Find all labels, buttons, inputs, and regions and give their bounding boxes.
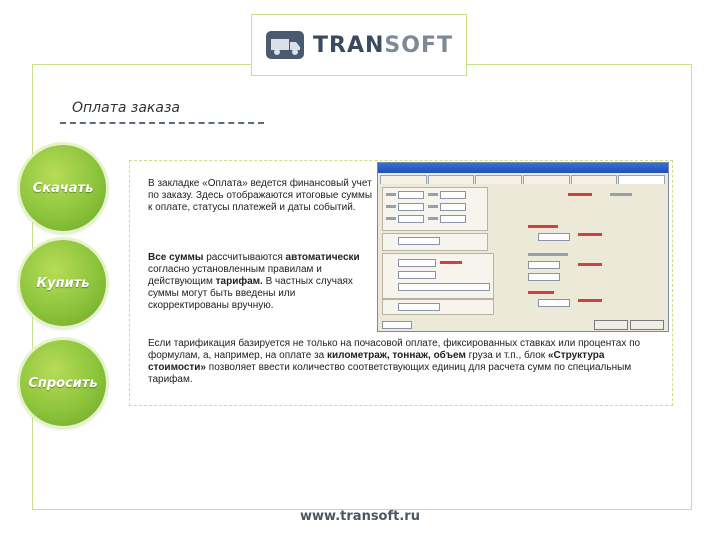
screenshot-label [386,217,396,220]
screenshot-field [398,203,424,211]
screenshot-label [610,193,632,196]
brand-name [313,33,453,58]
brand-logo[interactable] [251,14,467,76]
screenshot-button [594,320,628,330]
screenshot-label-red [528,225,558,228]
ask-button-label: Спросить [28,375,98,391]
brand-name-part1: TRAN [313,32,385,58]
para2-bold-sums: Все суммы [148,252,204,263]
para3-text: груза и т.п., блок [465,350,548,361]
para2-text: В частных случаях суммы могут быть введены или скорректированы вручную. [148,276,353,311]
screenshot-tab-active [618,175,665,184]
screenshot-label-red [578,299,602,302]
screenshot-field [538,299,570,307]
screenshot-label [428,205,438,208]
screenshot-field [440,203,466,211]
screenshot-label [428,193,438,196]
screenshot-field [398,237,440,245]
screenshot-label-red [578,263,602,266]
screenshot-tab [571,175,618,184]
screenshot-field [398,215,424,223]
screenshot-field [440,215,466,223]
para2-bold-tariffs: тарифам. [215,276,263,287]
download-button[interactable] [20,145,106,231]
paragraph-cost-structure [148,338,662,386]
screenshot-field [382,321,412,329]
screenshot-field [398,283,490,291]
screenshot-tab [428,175,475,184]
website-link[interactable]: www.transoft.ru [300,509,420,524]
truck-icon [265,30,305,60]
title-underline [60,122,264,124]
screenshot-button [630,320,664,330]
screenshot-tab [523,175,570,184]
screenshot-tab [380,175,427,184]
para3-text: позволяет ввести количество соответствующих единиц для расчета сумм по специальным тарифам. [148,362,632,385]
para2-text: рассчитываются [203,252,286,263]
screenshot-label [386,193,396,196]
para2-bold-auto: автоматически [285,252,360,263]
screenshot-label-red [528,291,554,294]
screenshot-label-red [440,261,462,264]
brand-name-part2: SOFT [384,32,453,58]
screenshot-label [528,253,568,256]
paragraph-payment-tab: В закладке «Оплата» ведется финансовый учет по заказу. Здесь отображаются итоговые суммы к оплате, статусы платежей и даты событий. [148,178,373,213]
para2-text: согласно установленным правилам и действующим [148,264,322,287]
screenshot-field [528,273,560,281]
screenshot-field [528,261,560,269]
buy-button[interactable] [20,240,106,326]
screenshot-field [398,259,436,267]
para3-bold-units: километраж, тоннаж, объем [327,350,466,361]
screenshot-field [398,271,436,279]
screenshot-label-red [578,233,602,236]
screenshot-label [428,217,438,220]
para3-bold-structure: «Структура стоимости» [148,350,605,373]
para3-text: Если тарификация базируется не только на почасовой оплате, фиксированных ставках или процентах по формулам, а, например, на оплате за [148,338,641,361]
screenshot-field [538,233,570,241]
download-button-label: Скачать [32,180,94,196]
screenshot-tab [475,175,522,184]
screenshot-titlebar [378,163,668,173]
screenshot-tabs [380,175,666,184]
screenshot-label-red [568,193,592,196]
page-title: Оплата заказа [72,100,180,116]
screenshot-field [440,191,466,199]
paragraph-auto-calc [148,252,376,312]
ask-button[interactable] [20,340,106,426]
payment-tab-screenshot [377,162,669,332]
screenshot-field [398,303,440,311]
screenshot-field [398,191,424,199]
buy-button-label: Купить [36,275,90,291]
screenshot-label [386,205,396,208]
